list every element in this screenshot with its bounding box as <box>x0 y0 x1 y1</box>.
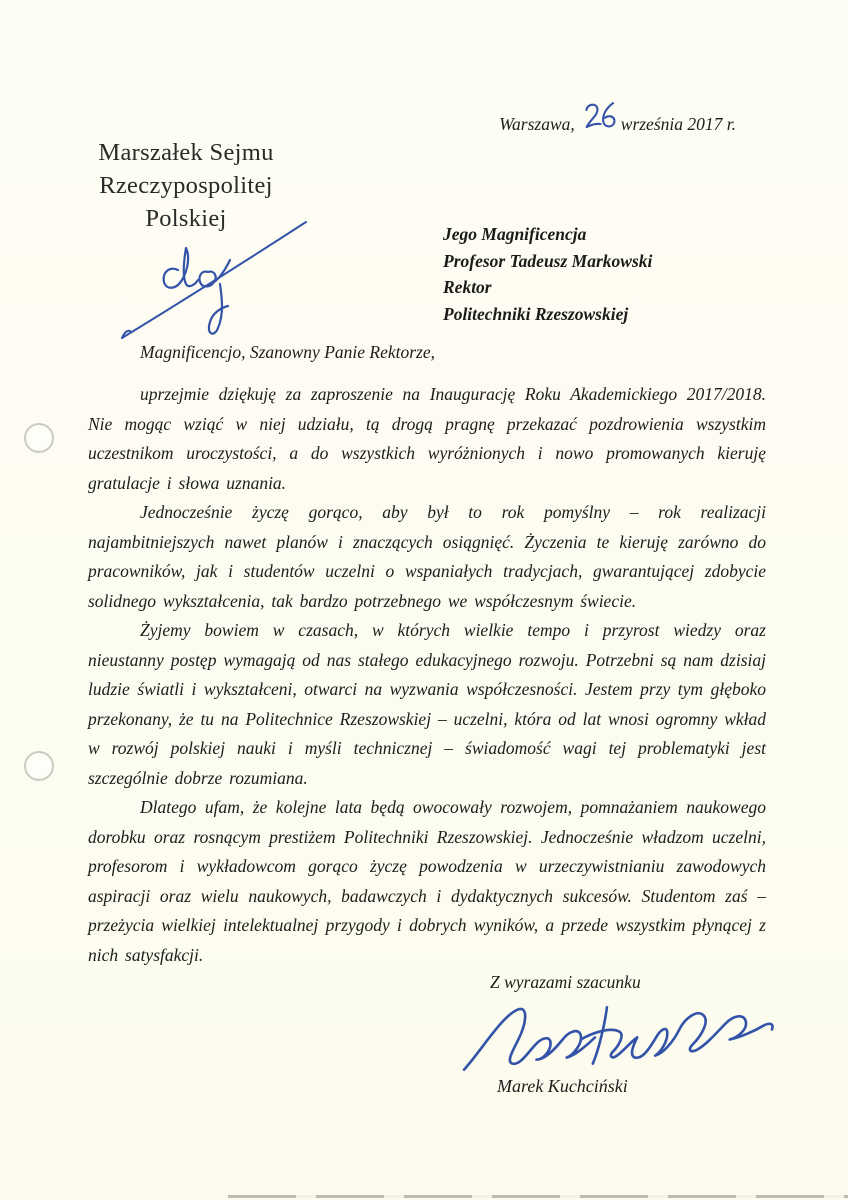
scan-edge-artifact <box>228 1195 848 1198</box>
handwritten-day-26 <box>582 100 620 134</box>
dateline <box>499 101 736 135</box>
body-paragraph-3: Żyjemy bowiem w czasach, w których wielkie tempo i przyrost wiedzy oraz nieustanny postęp wymagają od nas stałego edukacyjnego rozwoju. Potrzebni są nam dzisiaj ludzie światli i wykształceni, otwarci na wyzwania współczesności. Jestem przy tym głęboko przekonany, że tu na Politechnice Rzeszowskiej – uczelni, która od lat wnosi ogromny wkład w rozwój polskiej nauki i myśli technicznej – świadomość wagi tej problematyki jest szczególnie dobrze rozumiana. <box>88 620 766 788</box>
letterhead-line1: Marszałek Sejmu <box>98 139 274 166</box>
hole-punch-mark-top <box>24 423 54 453</box>
dateline-rest: września 2017 r. <box>620 114 736 134</box>
handwritten-routing-note <box>116 216 314 344</box>
valediction: Z wyrazami szacunku <box>490 972 641 992</box>
letterhead-line2: Rzeczypospolitej Polskiej <box>99 172 273 232</box>
body-paragraph-1: uprzejmie dziękuję za zaproszenie na Inaugurację Roku Akademickiego 2017/2018. Nie mogąc wziąć w niej udziału, tą drogą pragnę przekazać pozdrowienia wszystkim uczestnikom uroczystości, a do wszystkich wyróżnionych i nowo promowanych kieruję gratulacje i słowa uznania. <box>88 384 766 493</box>
recipient-line-3: Rektor <box>443 277 492 297</box>
body-paragraph-2: Jednocześnie życzę gorąco, aby był to rok pomyślny – rok realizacji najambitniejszych nawet planów i znaczących osiągnięć. Życzenia te kieruję zarówno do pracowników, jak i studentów uczelni o wspaniałych tradycjach, gwarantującej zdobycie solidnego wykształcenia, tak bardzo potrzebnego we współczesnym świecie. <box>88 502 766 611</box>
recipient-line-2: Profesor Tadeusz Markowski <box>443 250 653 271</box>
handwritten-signature <box>458 1000 780 1078</box>
dateline-city: Warszawa, <box>499 114 575 134</box>
recipient-line-4: Politechniki Rzeszowskiej <box>443 303 629 324</box>
body-paragraph-4: Dlatego ufam, że kolejne lata będą owocowały rozwojem, pomnażaniem naukowego dorobku oraz rosnącym prestiżem Politechniki Rzeszowskiej. Jednocześnie władzom uczelni, profesorom i wykładowcom gorąco życzę powodzenia w urzeczywistnianiu zawodowych aspiracji oraz wielu naukowych, badawczych i dydaktycznych sukcesów. Studentom zaś – przeżycia wielkiej intelektualnej przygody i dobrych wyników, a przede wszystkim płynącej z nich satysfakcji. <box>88 797 766 965</box>
hole-punch-mark-bottom <box>24 751 54 781</box>
salutation: Magnificencjo, Szanowny Panie Rektorze, <box>140 342 435 362</box>
signer-name: Marek Kuchciński <box>497 1076 628 1096</box>
recipient-block <box>443 221 652 327</box>
letter-body <box>88 380 766 970</box>
recipient-line-1: Jego Magnificencja <box>443 224 587 244</box>
